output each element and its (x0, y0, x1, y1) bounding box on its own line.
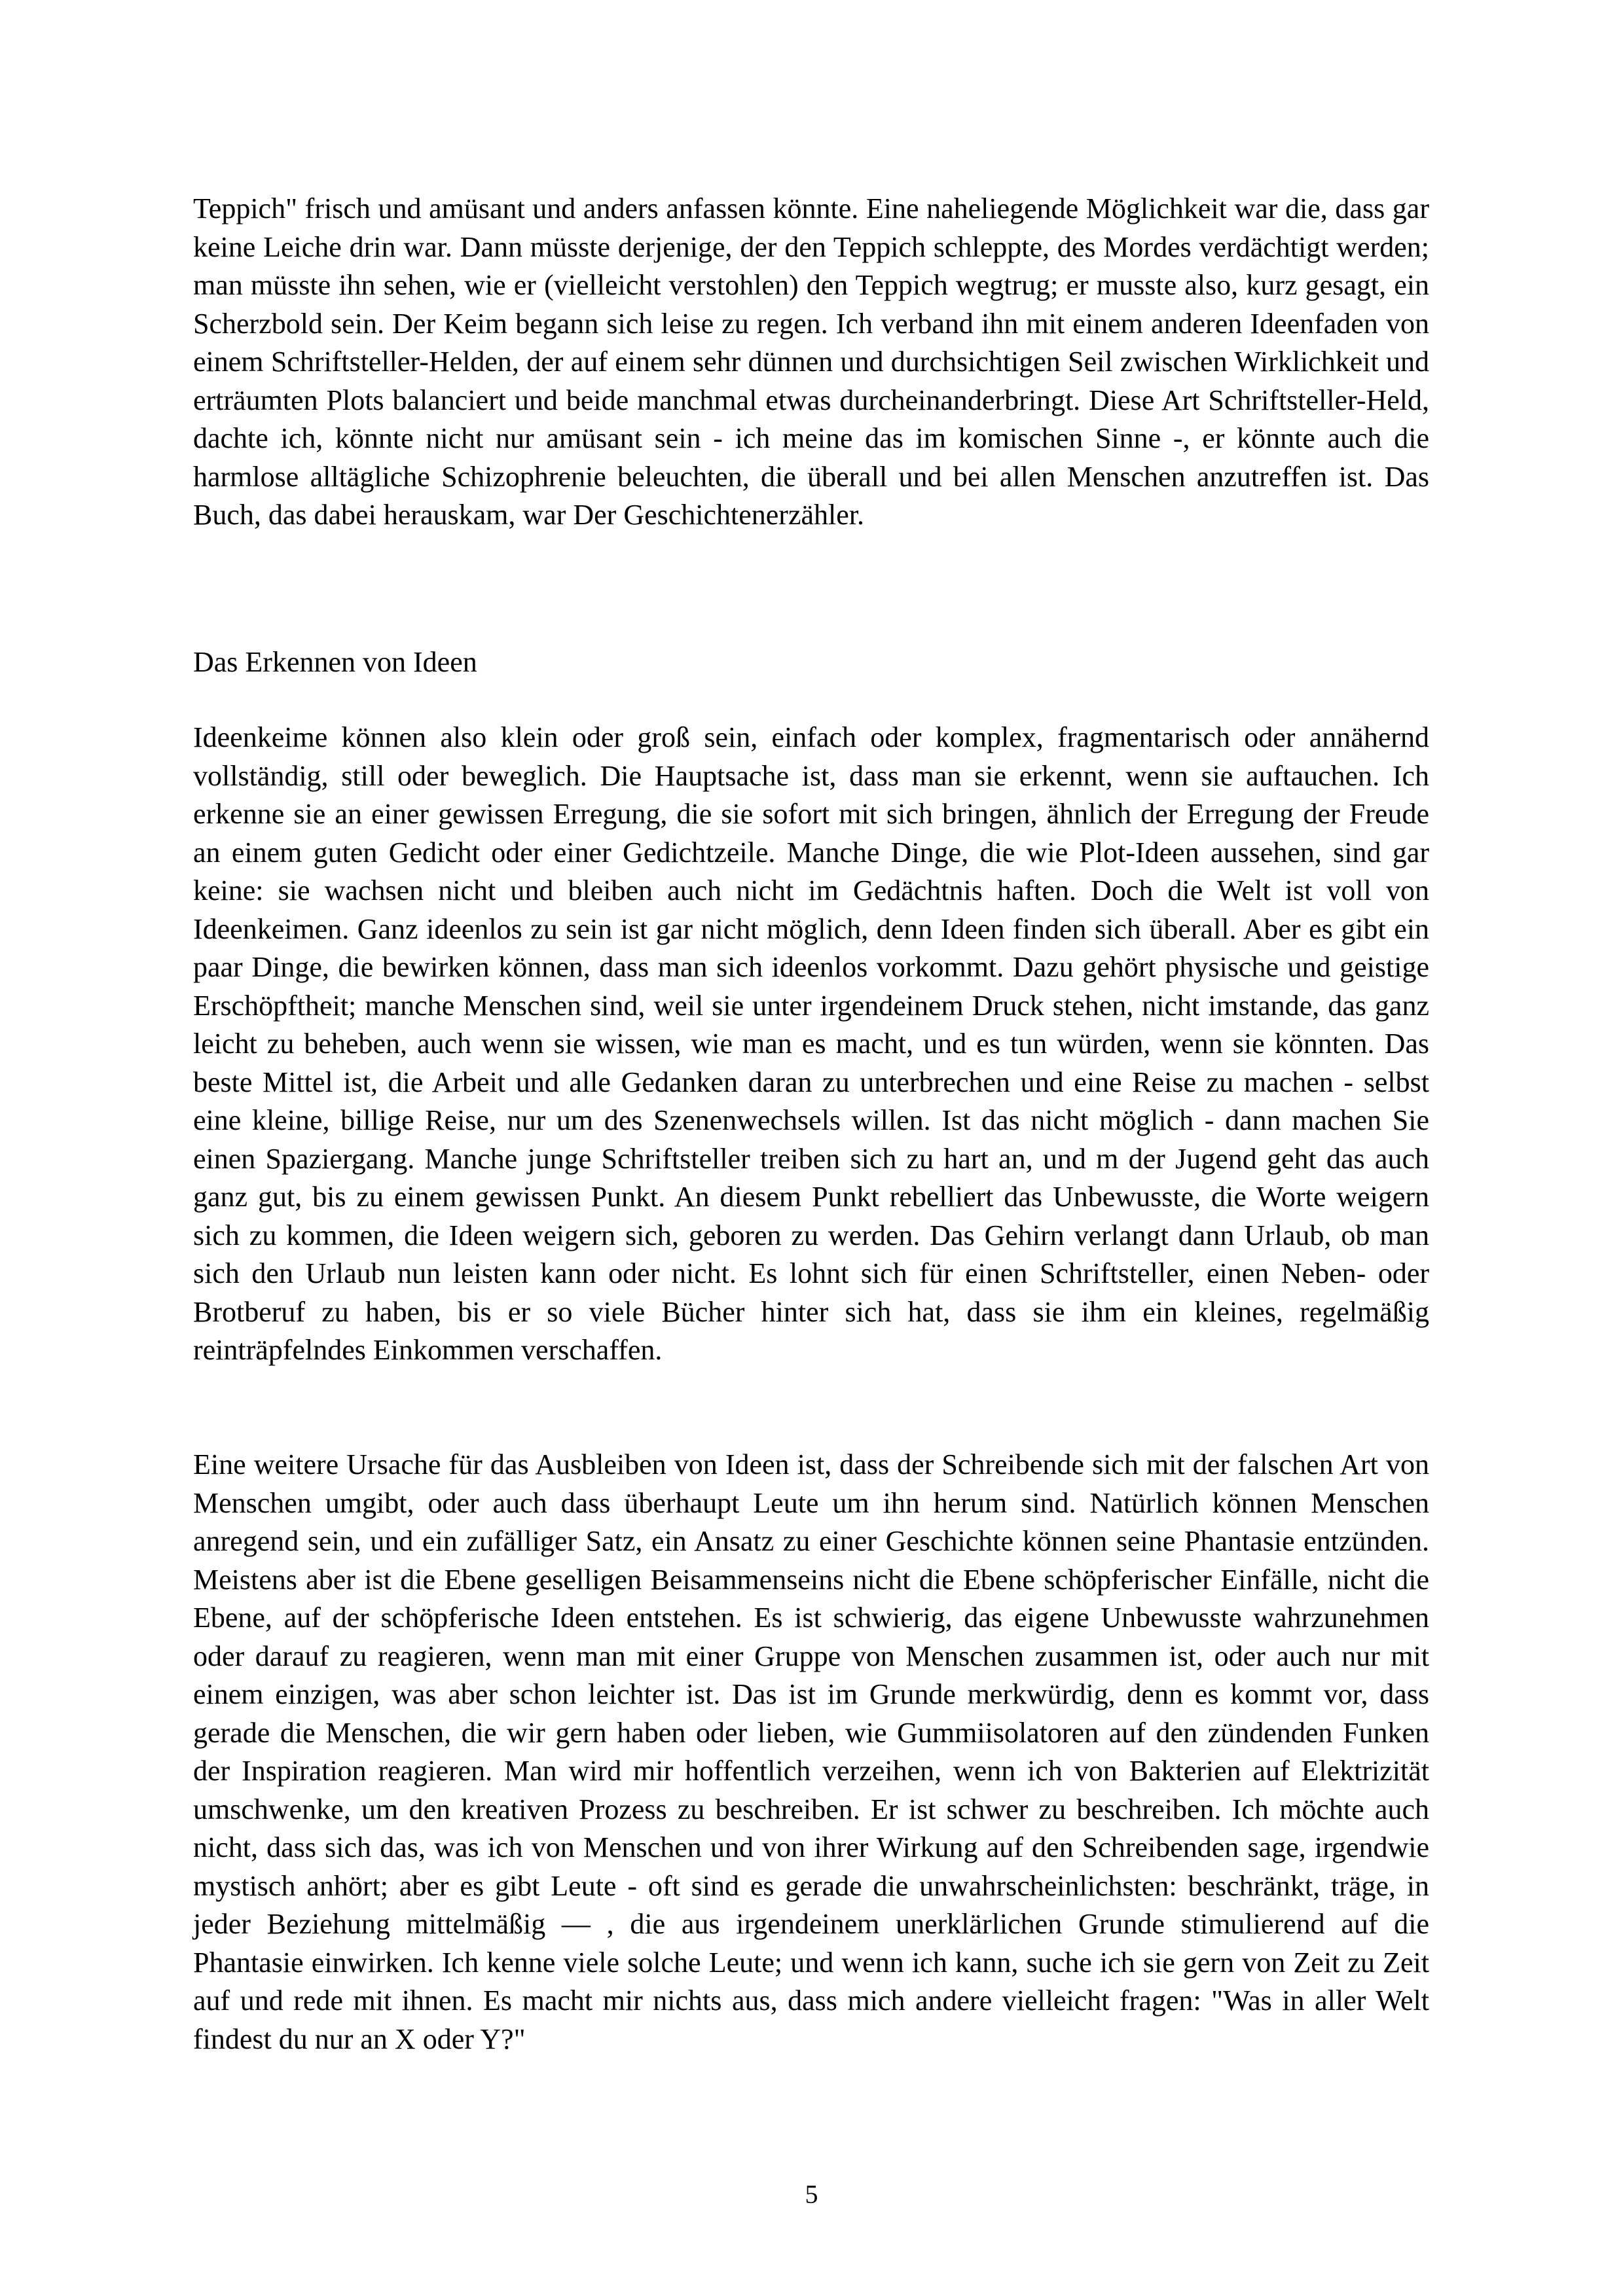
paragraph-text: Teppich" frisch und amüsant und anders anfassen könnte. Eine naheliegende Möglichkeit war die, dass gar keine Leiche drin war. Dann müsste derjenige, der den Teppich schleppte, des Mordes verdächtigt werden; man müsste ihn sehen, wie er (vielleicht verstohlen) den Teppich wegtrug; er musste also, kurz gesagt, ein Scherzbold sein. Der Keim begann sich leise zu regen. Ich verband ihn mit einem anderen Ideenfaden von einem Schriftsteller-Helden, der auf einem sehr dünnen und durchsichtigen Seil zwischen Wirklichkeit und erträumten Plots balanciert und beide manchmal etwas durcheinanderbringt. Diese Art Schriftsteller-Held, dachte ich, könnte nicht nur amüsant sein - ich meine das im komischen Sinne -, er könnte auch die harmlose alltägliche Schizophrenie beleuchten, die überall und bei allen Menschen anzutreffen ist. Das Buch, das dabei herauskam, war Der Geschichtenerzähler. (193, 192, 1429, 531)
section-heading: Das Erkennen von Ideen (193, 646, 477, 678)
paragraph-text: Ideenkeime können also klein oder groß sein, einfach oder komplex, fragmentarisch oder annähernd vollständig, still oder beweglich. Die Hauptsache ist, dass man sie erkennt, wenn sie auftauchen. Ich erkenne sie an einer gewissen Erregung, die sie sofort mit sich bringen, ähnlich der Erregung der Freude an einem guten Gedicht oder einer Gedichtzeile. Manche Dinge, die wie Plot-Ideen aussehen, sind gar keine: sie wachsen nicht und bleiben auch nicht im Gedächtnis haften. Doch die Welt ist voll von Ideenkeimen. Ganz ideenlos zu sein ist gar nicht möglich, denn Ideen finden sich überall. Aber es gibt ein paar Dinge, die bewirken können, dass man sich ideenlos vorkommt. Dazu gehört physische und geistige Erschöpftheit; manche Menschen sind, weil sie unter irgendeinem Druck stehen, nicht imstande, das ganz leicht zu beheben, auch wenn sie wissen, wie man es macht, und es tun würden, wenn sie könnten. Das beste Mittel ist, die Arbeit und alle Gedanken daran zu unterbrechen und eine Reise zu machen - selbst eine kleine, billige Reise, nur um des Szenenwechsels willen. Ist das nicht möglich - dann machen Sie einen Spaziergang. Manche junge Schriftsteller treiben sich zu hart an, und m der Jugend geht das auch ganz gut, bis zu einem gewissen Punkt. An diesem Punkt rebelliert das Unbewusste, die Worte weigern sich zu kommen, die Ideen weigern sich, geboren zu werden. Das Gehirn verlangt dann Urlaub, ob man sich den Urlaub nun leisten kann oder nicht. Es lohnt sich für einen Schriftsteller, einen Neben- oder Brotberuf zu haben, bis er so viele Bücher hinter sich hat, dass sie ihm ein kleines, regelmäßig reinträpfelndes Einkommen verschaffen. (193, 721, 1429, 1366)
paragraph-ursache (193, 1446, 1429, 2058)
paragraph-teppich (193, 190, 1429, 535)
paragraph-text: Eine weitere Ursache für das Ausbleiben von Ideen ist, dass der Schreibende sich mit der falschen Art von Menschen umgibt, oder auch dass überhaupt Leute um ihn herum sind. Natürlich können Menschen anregend sein, und ein zufälliger Satz, ein Ansatz zu einer Geschichte können seine Phantasie entzünden. Meistens aber ist die Ebene geselligen Beisammenseins nicht die Ebene schöpferischer Einfälle, nicht die Ebene, auf der schöpferische Ideen entstehen. Es ist schwierig, das eigene Unbewusste wahrzunehmen oder darauf zu reagieren, wenn man mit einer Gruppe von Menschen zusammen ist, oder auch nur mit einem einzigen, was aber schon leichter ist. Das ist im Grunde merkwürdig, denn es kommt vor, dass gerade die Menschen, die wir gern haben oder lieben, wie Gummiisolatoren auf den zündenden Funken der Inspiration reagieren. Man wird mir hoffentlich verzeihen, wenn ich von Bakterien auf Elektrizität umschwenke, um den kreativen Prozess zu beschreiben. Er ist schwer zu beschreiben. Ich möchte auch nicht, dass sich das, was ich von Menschen und von ihrer Wirkung auf den Schreibenden sage, irgendwie mystisch anhört; aber es gibt Leute - oft sind es gerade die unwahrscheinlichsten: beschränkt, träge, in jeder Beziehung mittelmäßig — , die aus irgendeinem unerklärlichen Grunde stimulierend auf die Phantasie einwirken. Ich kenne viele solche Leute; und wenn ich kann, suche ich sie gern von Zeit zu Zeit auf und rede mit ihnen. Es macht mir nichts aus, dass mich andere vielleicht fragen: "Was in aller Welt findest du nur an X oder Y?" (193, 1448, 1429, 2055)
page-number: 5 (805, 2179, 818, 2209)
paragraph-ideenkeime (193, 719, 1429, 1370)
